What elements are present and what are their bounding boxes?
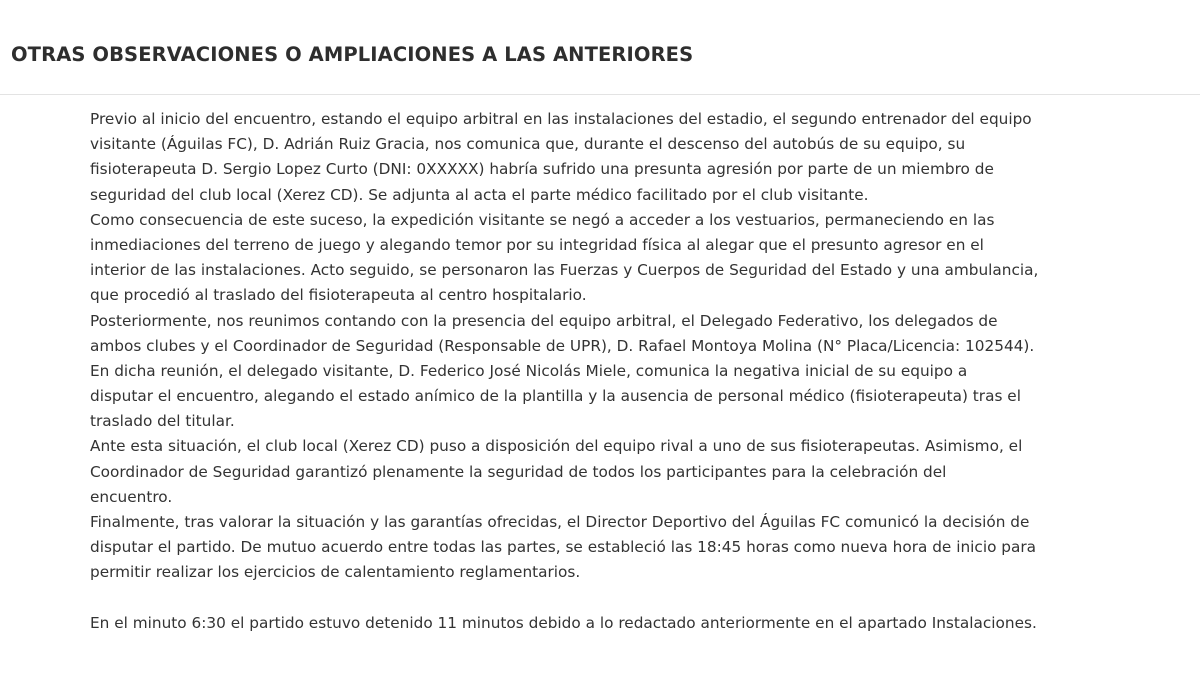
report-line: Posteriormente, nos reunimos contando con la presencia del equipo arbitral, el Delegado Federativo, los delegados de	[90, 311, 998, 330]
report-line: visitante (Águilas FC), D. Adrián Ruiz Gracia, nos comunica que, durante el descenso del autobús de su equipo, su	[90, 135, 966, 154]
report-closing-line: En el minuto 6:30 el partido estuvo detenido 11 minutos debido a lo redactado anteriormente en el apartado Instalaciones.	[90, 613, 1037, 632]
report-line: disputar el encuentro, alegando el estado anímico de la plantilla y la ausencia de personal médico (fisioterapeuta) tras el	[90, 387, 1021, 406]
report-line: fisioterapeuta D. Sergio Lopez Curto (DNI: 0XXXXX) habría sufrido una presunta agresión por parte de un miembro de	[90, 160, 994, 179]
report-line: que procedió al traslado del fisioterapeuta al centro hospitalario.	[90, 286, 587, 305]
report-line: interior de las instalaciones. Acto seguido, se personaron las Fuerzas y Cuerpos de Seguridad del Estado y una ambulancia,	[90, 261, 1039, 280]
report-line: Coordinador de Seguridad garantizó plenamente la seguridad de todos los participantes para la celebración del	[90, 462, 947, 481]
paragraph-spacer	[90, 586, 1185, 611]
report-line: Como consecuencia de este suceso, la expedición visitante se negó a acceder a los vestuarios, permaneciendo en las	[90, 210, 995, 229]
report-line: ambos clubes y el Coordinador de Seguridad (Responsable de UPR), D. Rafael Montoya Molina (N° Placa/Licencia: 102544).	[90, 336, 1035, 355]
section-header	[0, 0, 1200, 95]
report-line: traslado del titular.	[90, 412, 235, 431]
report-line: Ante esta situación, el club local (Xerez CD) puso a disposición del equipo rival a uno de sus fisioterapeutas. Asimismo, el	[90, 437, 1023, 456]
report-line: encuentro.	[90, 487, 173, 506]
report-line: Finalmente, tras valorar la situación y las garantías ofrecidas, el Director Deportivo del Águilas FC comunicó la decisión de	[90, 513, 1030, 531]
report-body	[90, 107, 1185, 636]
report-line: inmediaciones del terreno de juego y alegando temor por su integridad física al alegar que el presunto agresor en el	[90, 235, 984, 254]
section-title: OTRAS OBSERVACIONES O AMPLIACIONES A LAS ANTERIORES	[11, 43, 694, 66]
report-line: En dicha reunión, el delegado visitante, D. Federico José Nicolás Miele, comunica la negativa inicial de su equipo a	[90, 361, 968, 380]
report-line: Previo al inicio del encuentro, estando el equipo arbitral en las instalaciones del estadio, el segundo entrenador del equipo	[90, 110, 1032, 128]
report-line: permitir realizar los ejercicios de calentamiento reglamentarios.	[90, 563, 581, 582]
report-line: disputar el partido. De mutuo acuerdo entre todas las partes, se estableció las 18:45 horas como nueva hora de inicio para	[90, 538, 1037, 557]
report-line: seguridad del club local (Xerez CD). Se adjunta al acta el parte médico facilitado por el club visitante.	[90, 185, 869, 204]
